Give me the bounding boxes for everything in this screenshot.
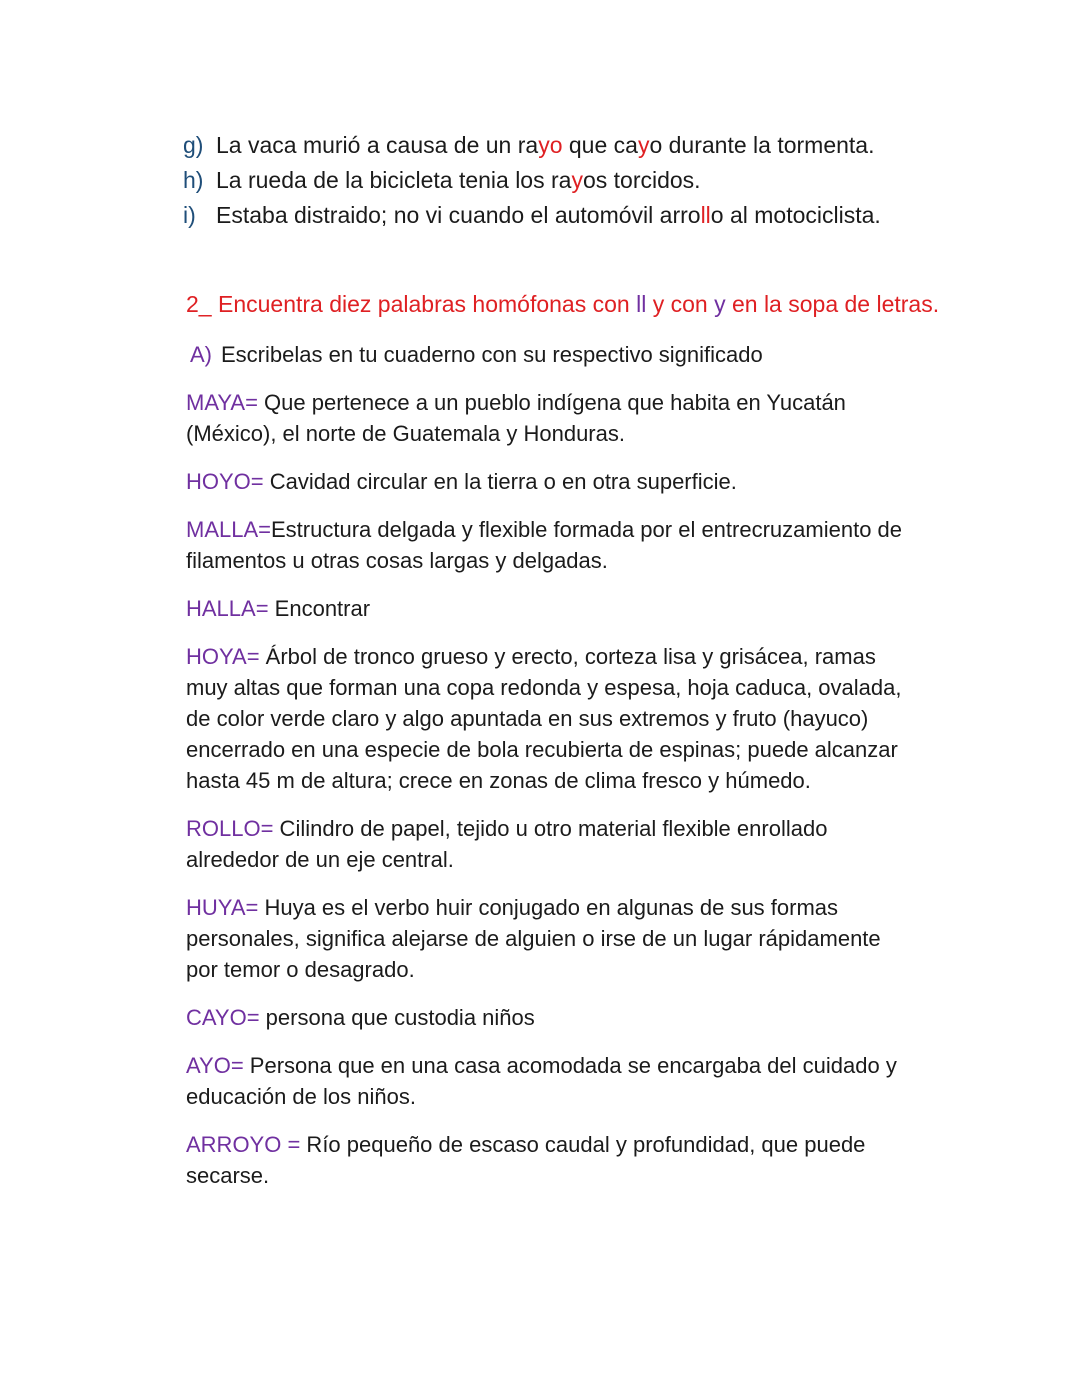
definition-term: ARROYO = <box>186 1132 301 1157</box>
list-item-h-label: h) <box>183 167 204 193</box>
definition-term: HOYA= <box>186 644 260 669</box>
definition-halla: HALLA= Encontrar <box>186 596 371 621</box>
list-item-i-text <box>216 202 881 228</box>
item-a-label: A) <box>190 342 212 367</box>
definition-hoya: HOYA= Árbol de tronco grueso y erecto, corteza lisa y grisácea, ramas muy altas que forman una copa redonda y espesa, hoja caduca, ovalada, de color verde claro y algo apuntada en sus extremos y fruto (hayuco) encerrado en una especie de bola recubierta de espinas; puede alcanzar hasta 45 m de altura; crece en zonas de clima fresco y húmedo. <box>186 644 902 793</box>
text-segment: y <box>637 132 650 158</box>
definition-hoyo: HOYO= Cavidad circular en la tierra o en otra superficie. <box>186 469 737 494</box>
exercise2-item-a <box>190 340 940 370</box>
text-segment: o al motociclista. <box>710 202 881 228</box>
definition-maya: MAYA= Que pertenece a un pueblo indígena que habita en Yucatán (México), el norte de Guatemala y Honduras. <box>186 390 846 446</box>
exercise2-heading <box>186 289 940 319</box>
text-segment: La rueda de la bicicleta tenia los ra <box>216 167 572 193</box>
definition-term: HALLA= <box>186 596 269 621</box>
definitions-section <box>183 387 940 1191</box>
definition-term: HOYO= <box>186 469 264 494</box>
text-segment: y <box>714 291 726 317</box>
definition-term: MAYA= <box>186 390 258 415</box>
text-segment: yo <box>538 132 563 158</box>
text-segment: y <box>571 167 583 193</box>
list-item-i-label: i) <box>183 202 196 228</box>
list-item-g-label: g) <box>183 132 204 158</box>
list-item-h <box>183 163 940 198</box>
list-item-g-text <box>216 132 874 158</box>
text-segment: ll <box>700 202 711 228</box>
definition-arroyo: ARROYO = Río pequeño de escaso caudal y profundidad, que puede secarse. <box>186 1132 866 1188</box>
definition-term: ROLLO= <box>186 816 274 841</box>
text-segment: en la sopa de letras. <box>725 291 940 317</box>
text-segment: que ca <box>562 132 638 158</box>
text-segment: y con <box>646 291 715 317</box>
list-item-g <box>183 128 940 163</box>
definition-term: HUYA= <box>186 895 259 920</box>
list-item-i <box>183 198 940 233</box>
definition-term: AYO= <box>186 1053 244 1078</box>
text-segment: os torcidos. <box>582 167 701 193</box>
list-item-h-text <box>216 167 701 193</box>
text-segment: La vaca murió a causa de un ra <box>216 132 539 158</box>
text-segment: 2_ Encuentra diez palabras homófonas con <box>186 291 637 317</box>
text-segment: o durante la tormenta. <box>649 132 875 158</box>
definition-term: MALLA= <box>186 517 271 542</box>
item-a-text: Escribelas en tu cuaderno con su respectivo significado <box>221 342 763 367</box>
definition-malla: MALLA=Estructura delgada y flexible formada por el entrecruzamiento de filamentos u otras cosas largas y delgadas. <box>186 517 903 573</box>
text-segment: ll <box>636 291 647 317</box>
text-segment: Estaba distraido; no vi cuando el automóvil arro <box>216 202 701 228</box>
exercise1-list <box>183 128 940 233</box>
definition-huya: HUYA= Huya es el verbo huir conjugado en algunas de sus formas personales, significa alejarse de alguien o irse de un lugar rápidamente por temor o desagrado. <box>186 895 881 982</box>
definition-ayo: AYO= Persona que en una casa acomodada se encargaba del cuidado y educación de los niños. <box>186 1053 897 1109</box>
definition-cayo: CAYO= persona que custodia niños <box>186 1005 535 1030</box>
definition-rollo: ROLLO= Cilindro de papel, tejido u otro material flexible enrollado alrededor de un eje central. <box>186 816 828 872</box>
definition-term: CAYO= <box>186 1005 260 1030</box>
